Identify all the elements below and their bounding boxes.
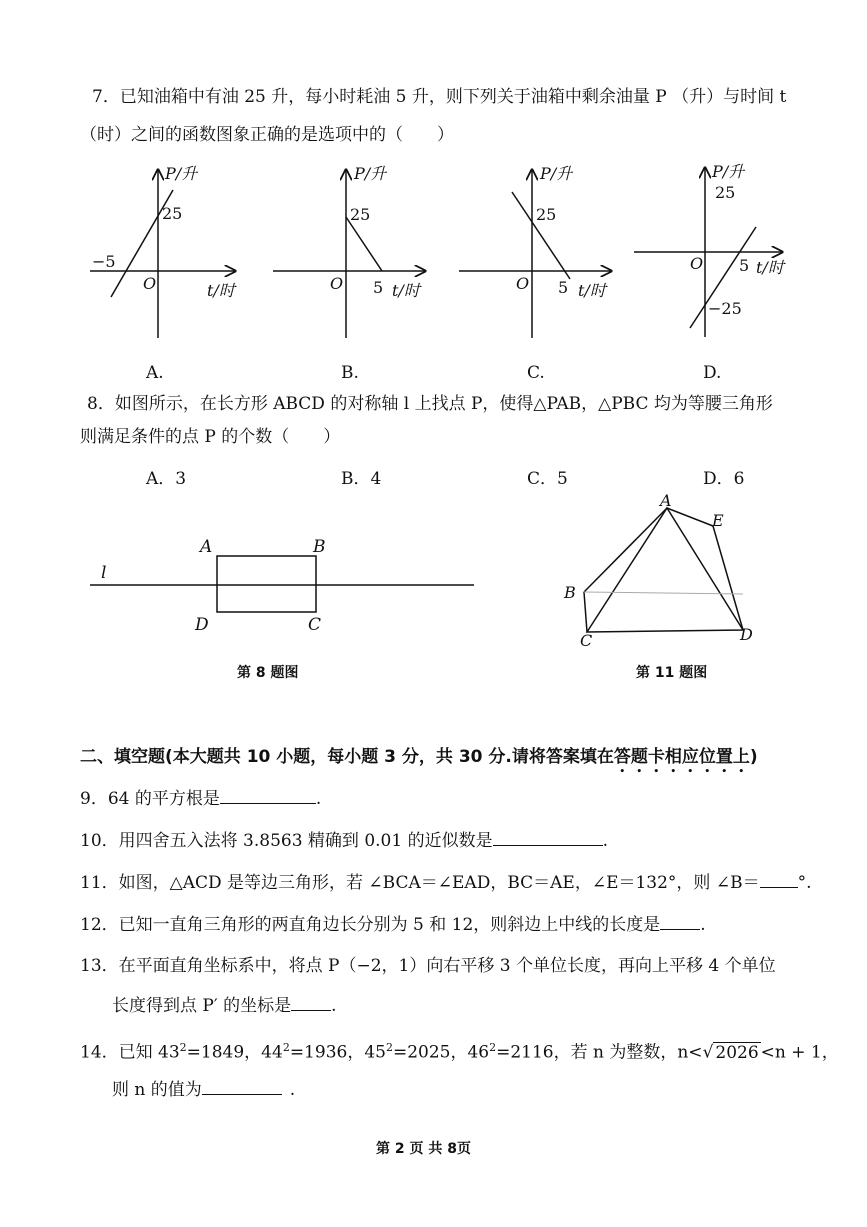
q9-answer-blank[interactable]: [220, 787, 316, 804]
q7-graph-c: [456, 165, 626, 345]
q7-option-a: A.: [146, 363, 164, 383]
q13-end: .: [331, 996, 337, 1016]
q13-text: 长度得到点 P′ 的坐标是: [112, 996, 292, 1016]
graph-b-5: 5: [373, 278, 384, 297]
fig8-caption: 第 8 题图: [237, 665, 299, 681]
q12-answer-blank[interactable]: [660, 913, 700, 930]
graph-c-x-label: t/时: [578, 281, 606, 300]
q14-sqrt: √ 2026: [702, 1042, 759, 1063]
q10-text: 10．用四舍五入法将 3.8563 精确到 0.01 的近似数是: [80, 831, 493, 851]
graph-d-x-label: t/时: [756, 258, 784, 277]
graph-a-25: 25: [162, 204, 183, 223]
graph-a-x-label: t/时: [207, 281, 235, 300]
graph-d-origin: O: [690, 254, 704, 273]
fig11-label-c: C: [580, 631, 593, 650]
graph-d-y-label: P/升: [712, 162, 745, 181]
graph-d-neg25: −25: [708, 299, 742, 318]
fig11-label-d: D: [740, 625, 753, 644]
graph-c-5: 5: [558, 278, 569, 297]
q14-line1: [80, 1037, 839, 1064]
q7-stem-line2: （时）之间的函数图象正确的是选项中的（ ）: [80, 125, 454, 145]
fig11-label-b: B: [564, 583, 576, 602]
q13-line1: 13．在平面直角坐标系中，将点 P（−2，1）向右平移 3 个单位长度，再向上平移 4 个单位: [80, 956, 776, 976]
q8-option-d: D．6: [703, 469, 745, 489]
q7-option-c: C.: [527, 363, 545, 383]
q8-option-a: A．3: [146, 469, 187, 489]
q9: [80, 787, 321, 810]
graph-a-origin: O: [143, 274, 157, 293]
q11-answer-blank[interactable]: [760, 871, 798, 888]
fig11-caption: 第 11 题图: [636, 665, 708, 681]
graph-b-x-label: t/时: [392, 281, 420, 300]
q14-radicand: 2026: [715, 1042, 759, 1063]
q11: [80, 871, 811, 894]
fig8-label-c: C: [308, 615, 322, 635]
figure-11: [560, 492, 790, 652]
q14-part4: =2025，46: [392, 1042, 490, 1063]
q14-sup2: 2: [282, 1041, 290, 1054]
section-2-heading: [80, 742, 758, 777]
q14-sup3: 2: [385, 1041, 393, 1054]
graph-b-25: 25: [350, 205, 371, 224]
q14-answer-blank[interactable]: [202, 1078, 282, 1095]
q8-option-b: B．4: [341, 469, 382, 489]
section-2-prefix: 二、填空题(本大题共 10 小题，每小题 3 分，共 30 分.请将答案填在: [80, 747, 614, 767]
q14-end: .: [289, 1080, 296, 1100]
q11-text: 11．如图，△ACD 是等边三角形，若 ∠BCA＝∠EAD，BC＝AE，∠E＝132°，则 ∠B＝: [80, 873, 760, 893]
q10-end: .: [602, 831, 608, 851]
q14-part5: =2116，若 n 为整数，n<: [496, 1042, 703, 1063]
q8-stem-line2: 则满足条件的点 P 的个数（ ）: [80, 427, 341, 447]
graph-c-25: 25: [536, 205, 557, 224]
q13-line2: [112, 994, 337, 1017]
graph-a-neg5: −5: [92, 252, 116, 271]
q10: [80, 829, 608, 852]
q14-part2: =1849，44: [186, 1042, 283, 1063]
q8-option-c: C．5: [527, 469, 568, 489]
q7-option-d: D.: [703, 363, 722, 383]
q12: [80, 913, 706, 936]
q14-part3: =1936，45: [289, 1042, 386, 1063]
q8-stem-line1: 8．如图所示，在长方形 ABCD 的对称轴 l 上找点 P，使得△PAB，△PBC 均为等腰三角形: [87, 394, 773, 414]
fig8-label-a: A: [200, 537, 213, 557]
q7-graph-b: [270, 165, 440, 345]
graph-c-origin: O: [516, 274, 530, 293]
fig8-label-d: D: [195, 615, 209, 635]
page-footer: 第 2 页 共 8页: [376, 1141, 471, 1157]
q7-option-b: B.: [341, 363, 359, 383]
q14-line2: [112, 1078, 295, 1101]
q12-end: .: [700, 915, 706, 935]
q14-sup1: 2: [179, 1041, 187, 1054]
figure-8: [88, 534, 488, 644]
graph-d-5: 5: [739, 256, 750, 275]
graph-c-y-label: P/升: [540, 164, 573, 183]
fig11-label-e: E: [712, 511, 724, 530]
graph-d-25: 25: [715, 183, 736, 202]
graph-b-origin: O: [330, 274, 344, 293]
graph-a-y-label: P/升: [165, 164, 198, 183]
q7-graph-a: [85, 165, 255, 345]
q7-graph-d: [632, 162, 802, 345]
q9-text: 9．64 的平方根是: [80, 789, 220, 809]
q12-text: 12．已知一直角三角形的两直角边长分别为 5 和 12，则斜边上中线的长度是: [80, 915, 661, 935]
q10-answer-blank[interactable]: [493, 829, 603, 846]
section-2-emphasis: 答题卡相应位置上: [613, 747, 750, 767]
q14-sup4: 2: [489, 1041, 497, 1054]
section-2-suffix: ): [749, 747, 758, 767]
q11-end: °.: [797, 873, 812, 893]
fig8-label-l: l: [101, 563, 107, 583]
q9-end: .: [315, 789, 322, 809]
q7-stem-line1: 7．已知油箱中有油 25 升，每小时耗油 5 升，则下列关于油箱中剩余油量 P （升）与时间 t: [92, 87, 787, 107]
q13-answer-blank[interactable]: [291, 994, 331, 1011]
q14-text: 则 n 的值为: [112, 1080, 202, 1100]
fig11-label-a: A: [660, 491, 672, 510]
graph-b-y-label: P/升: [354, 164, 387, 183]
q14-part6: <n + 1，: [760, 1042, 839, 1063]
fig8-label-b: B: [313, 537, 326, 557]
q14-part1: 14．已知 43: [80, 1042, 180, 1063]
